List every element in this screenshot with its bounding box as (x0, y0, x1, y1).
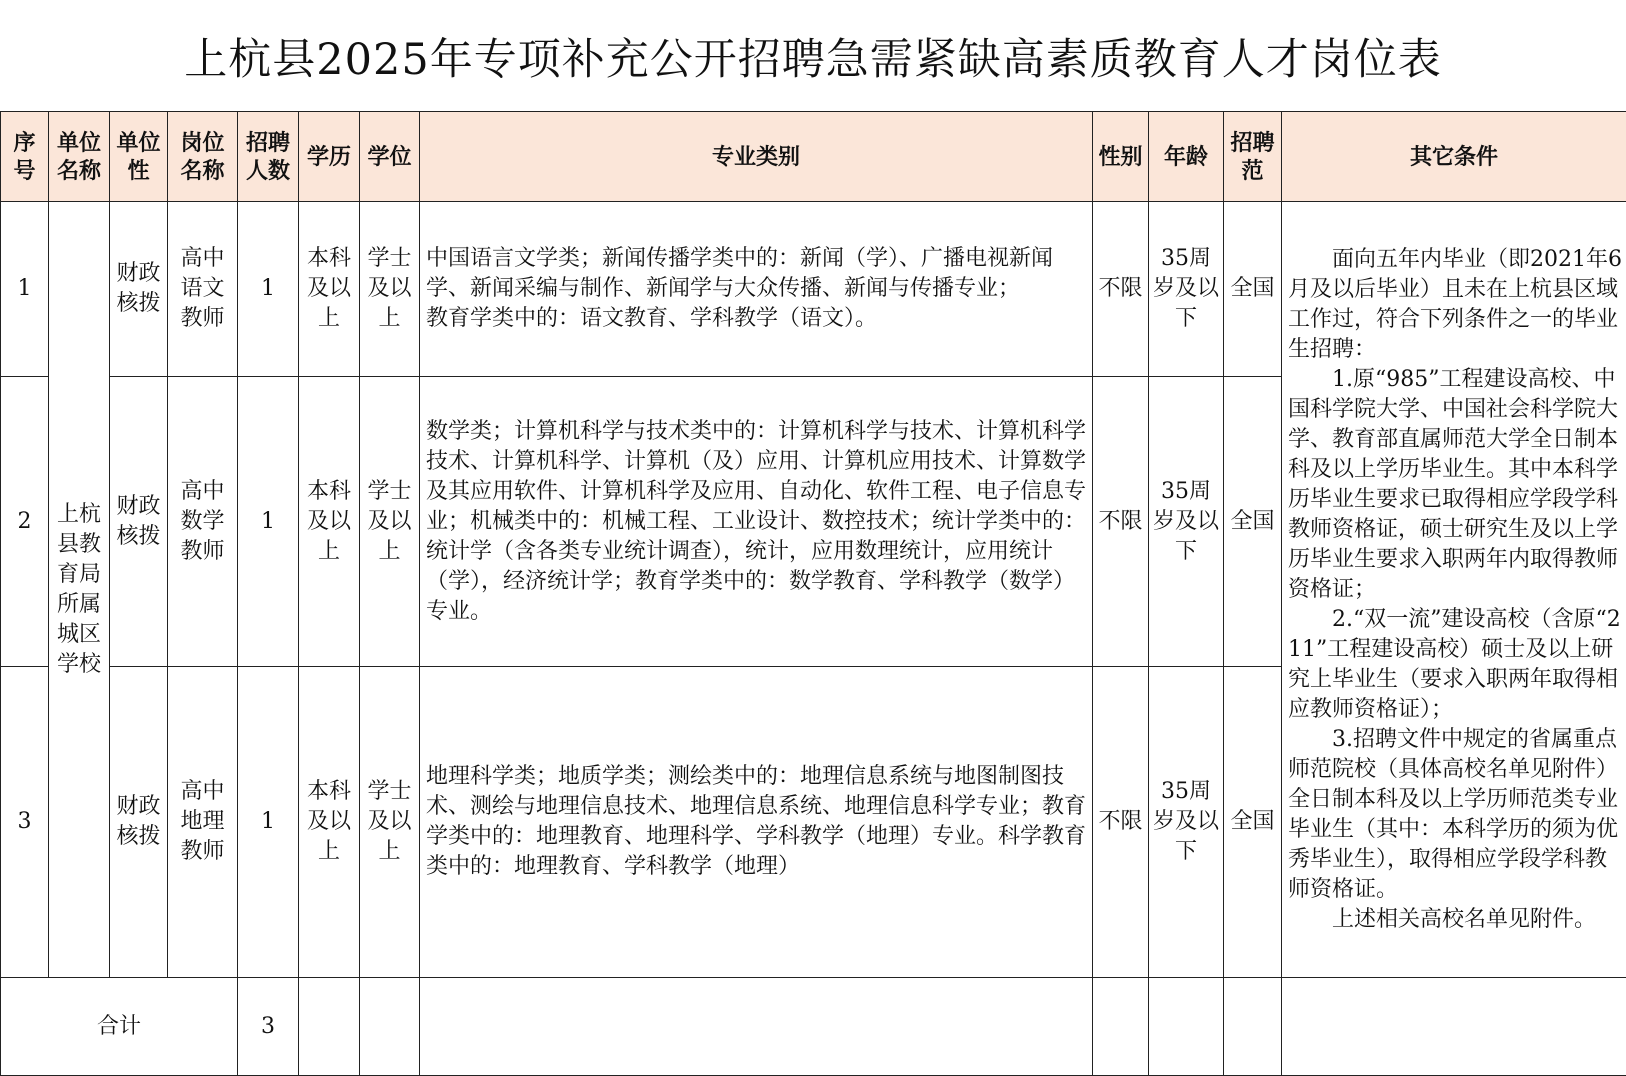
cell-index: 1 (1, 202, 49, 377)
cell-age: 35周岁及以下 (1149, 377, 1224, 667)
cell-index: 3 (1, 667, 49, 978)
header-gender: 性别 (1093, 112, 1149, 202)
major-text: 中国语言文学类；新闻传播学类中的：新闻（学）、广播电视新闻学、新闻采编与制作、新闻学与大众传播、新闻与传播专业； (426, 246, 1054, 301)
major-text: 教育学类中的：语文教育、学科教学（语文）。 (426, 306, 878, 331)
other-item-3: 3.招聘文件中规定的省属重点师范院校（具体高校名单见附件）全日制本科及以上学历师范类专业毕业生（其中：本科学历的须为优秀毕业生），取得相应学段学科教师资格证。 (1288, 726, 1619, 902)
cell-post: 高中语文教师 (168, 202, 238, 377)
cell-degree: 学士及以上 (360, 202, 420, 377)
header-age: 年龄 (1149, 112, 1224, 202)
cell-post: 高中数学教师 (168, 377, 238, 667)
total-empty (420, 978, 1093, 1076)
header-unit-name: 单位名称 (49, 112, 110, 202)
cell-unit-type: 财政核拨 (110, 667, 168, 978)
cell-scope: 全国 (1224, 202, 1282, 377)
header-other: 其它条件 (1282, 112, 1626, 202)
other-note: 上述相关高校名单见附件。 (1332, 906, 1597, 932)
cell-unit-type: 财政核拨 (110, 377, 168, 667)
cell-unit-name: 上杭县教育局所属城区学校 (49, 202, 110, 978)
cell-major: 数学类；计算机科学与技术类中的：计算机科学与技术、计算机科学技术、计算机科学、计算机（及）应用、计算机应用技术、计算数学及其应用软件、计算机科学及应用、自动化、软件工程、电子信息专业；机械类中的：机械工程、工业设计、数控技术；统计学类中的：统计学（含各类专业统计调查），统计，应用数理统计，应用统计（学），经济统计学；教育学类中的：数学教育、学科教学（数学）专业。 (420, 377, 1093, 667)
header-quota: 招聘人数 (238, 112, 299, 202)
cell-education: 本科及以上 (299, 377, 360, 667)
cell-degree: 学士及以上 (360, 377, 420, 667)
total-empty (299, 978, 360, 1076)
total-empty (1282, 978, 1626, 1076)
cell-gender: 不限 (1093, 667, 1149, 978)
total-empty (360, 978, 420, 1076)
recruitment-table (0, 111, 1626, 1076)
header-index: 序号 (1, 112, 49, 202)
cell-other-conditions (1282, 202, 1626, 978)
header-row (1, 112, 1626, 202)
table-row (1, 202, 1626, 377)
total-label: 合计 (1, 978, 238, 1076)
cell-quota: 1 (238, 202, 299, 377)
cell-degree: 学士及以上 (360, 667, 420, 978)
cell-major (420, 202, 1093, 377)
total-empty (1149, 978, 1224, 1076)
header-post-name: 岗位名称 (168, 112, 238, 202)
other-item-2: 2.“双一流”建设高校（含原“211”工程建设高校）硕士及以上研究上毕业生（要求入职两年取得相应教师资格证）； (1288, 606, 1621, 722)
total-empty (1093, 978, 1149, 1076)
cell-age: 35周岁及以下 (1149, 667, 1224, 978)
total-row (1, 978, 1626, 1076)
header-major: 专业类别 (420, 112, 1093, 202)
cell-age: 35周岁及以下 (1149, 202, 1224, 377)
other-intro: 面向五年内毕业（即2021年6月及以后毕业）且未在上杭县区域工作过，符合下列条件之一的毕业生招聘： (1288, 246, 1622, 362)
cell-unit-type: 财政核拨 (110, 202, 168, 377)
cell-scope: 全国 (1224, 377, 1282, 667)
other-item-1: 1.原“985”工程建设高校、中国科学院大学、中国社会科学院大学、教育部直属师范大学全日制本科及以上学历毕业生。其中本科学历毕业生要求已取得相应学段学科教师资格证，硕士研究生及以上学历毕业生要求入职两年内取得教师资格证； (1288, 366, 1619, 602)
header-scope: 招聘范 (1224, 112, 1282, 202)
cell-quota: 1 (238, 667, 299, 978)
page-title: 上杭县2025年专项补充公开招聘急需紧缺高素质教育人才岗位表 (184, 34, 1442, 85)
header-unit-type: 单位性 (110, 112, 168, 202)
cell-gender: 不限 (1093, 202, 1149, 377)
total-empty (1224, 978, 1282, 1076)
header-education: 学历 (299, 112, 360, 202)
cell-major: 地理科学类；地质学类；测绘类中的：地理信息系统与地图制图技术、测绘与地理信息技术、地理信息系统、地理信息科学专业；教育学类中的：地理教育、地理科学、学科教学（地理）专业。科学教育类中的：地理教育、学科教学（地理） (420, 667, 1093, 978)
cell-education: 本科及以上 (299, 667, 360, 978)
cell-education: 本科及以上 (299, 202, 360, 377)
cell-quota: 1 (238, 377, 299, 667)
cell-post: 高中地理教师 (168, 667, 238, 978)
cell-gender: 不限 (1093, 377, 1149, 667)
header-degree: 学位 (360, 112, 420, 202)
cell-scope: 全国 (1224, 667, 1282, 978)
cell-index: 2 (1, 377, 49, 667)
total-quota: 3 (238, 978, 299, 1076)
